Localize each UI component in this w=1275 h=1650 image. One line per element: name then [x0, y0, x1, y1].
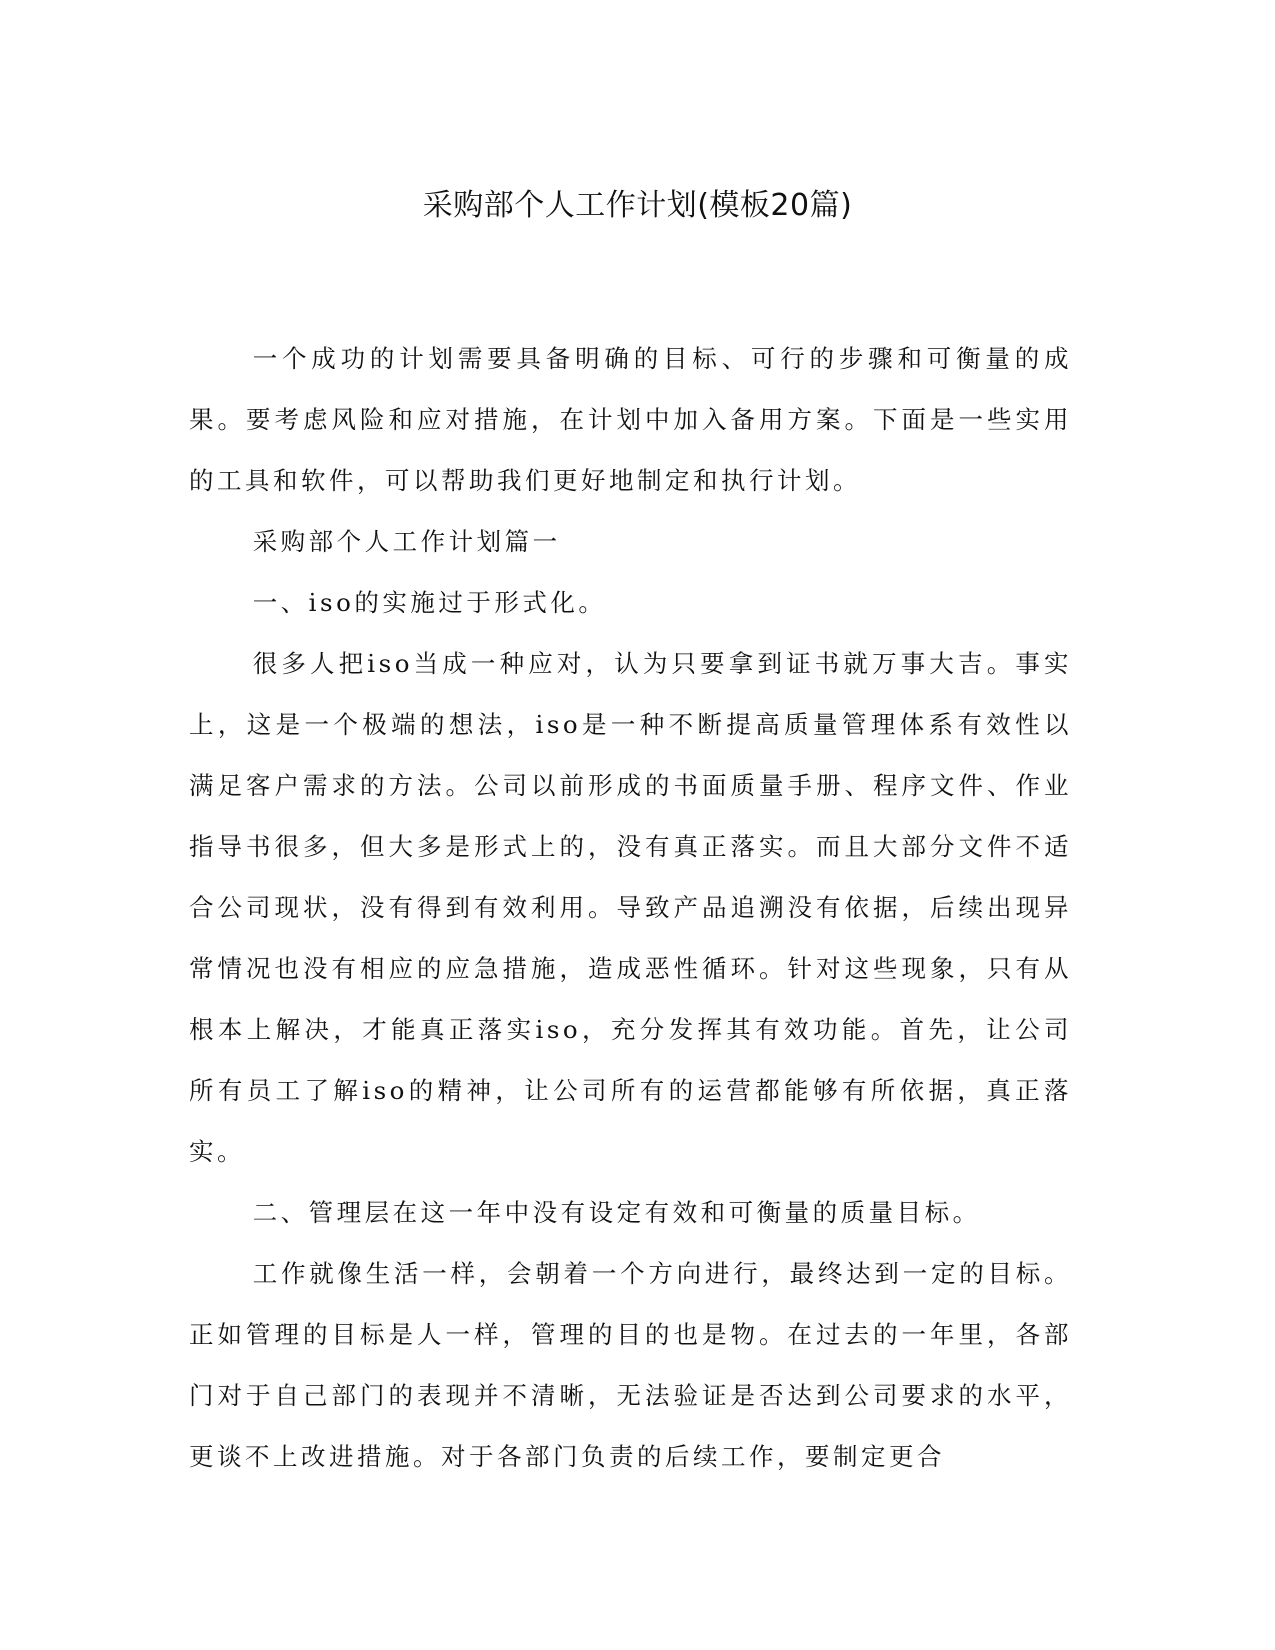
intro-paragraph: 一个成功的计划需要具备明确的目标、可行的步骤和可衡量的成果。要考虑风险和应对措施，在计划中加入备用方案。下面是一些实用的工具和软件，可以帮助我们更好地制定和执行计划。 — [189, 344, 1072, 495]
section-heading: 采购部个人工作计划篇一 — [252, 527, 561, 556]
point-paragraph-2: 工作就像生活一样，会朝着一个方向进行，最终达到一定的目标。正如管理的目标是人一样，管理的目的也是物。在过去的一年里，各部门对于自己部门的表现并不清晰，无法验证是否达到公司要求的水平，更谈不上改进措施。对于各部门负责的后续工作，要制定更合 — [189, 1259, 1072, 1471]
point-heading-1: 一、iso的实施过于形式化。 — [252, 588, 607, 617]
document-body — [189, 328, 1072, 1487]
point-paragraph-1: 很多人把iso当成一种应对，认为只要拿到证书就万事大吉。事实上，这是一个极端的想法，iso是一种不断提高质量管理体系有效性以满足客户需求的方法。公司以前形成的书面质量手册、程序文件、作业指导书很多，但大多是形式上的，没有真正落实。而且大部分文件不适合公司现状，没有得到有效利用。导致产品追溯没有依据，后续出现异常情况也没有相应的应急措施，造成恶性循环。针对这些现象，只有从根本上解决，才能真正落实iso，充分发挥其有效功能。首先，让公司所有员工了解iso的精神，让公司所有的运营都能够有所依据，真正落实。 — [189, 649, 1072, 1166]
point-heading-2: 二、管理层在这一年中没有设定有效和可衡量的质量目标。 — [252, 1198, 981, 1227]
document-title: 采购部个人工作计划(模板20篇) — [422, 188, 853, 223]
